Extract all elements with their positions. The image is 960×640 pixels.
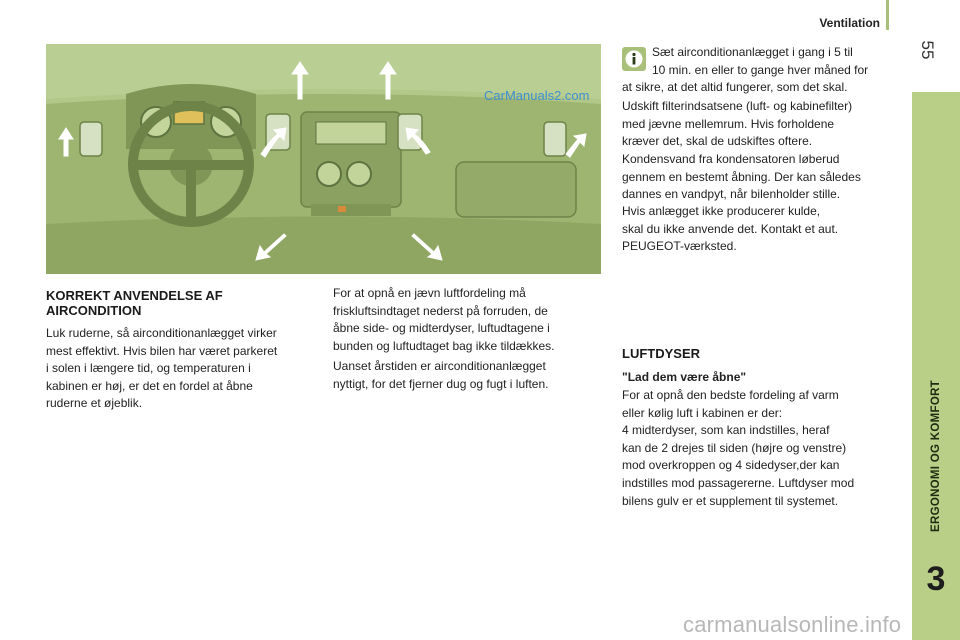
section3-body: [622, 387, 854, 510]
section3-subheading: "Lad dem være åbne": [622, 370, 747, 384]
text-line: Uanset årstiden er airconditionanlægget: [333, 359, 546, 373]
text-line: For at opnå en jævn luftfordeling må: [333, 286, 526, 300]
text-line: skal du ikke anvende det. Kontakt et aut.: [622, 221, 839, 236]
heading-line: AIRCONDITION: [46, 303, 142, 318]
text-line: åbne side- og midterdyser, luftudtagene i: [333, 321, 550, 336]
watermark-carmanualsonline[interactable]: carmanualsonline.info: [683, 612, 902, 637]
text-line: kan de 2 drejes til siden (højre og venstre): [622, 440, 847, 455]
heading-line: KORREKT ANVENDELSE AF: [46, 288, 223, 303]
section2-para1: [333, 285, 554, 355]
text-line: eller kølig luft i kabinen er der:: [622, 405, 783, 420]
text-line: friskluftsindtaget nederst på forruden, de: [333, 303, 548, 318]
text-line: Sæt airconditionanlægget i gang i 5 til: [652, 45, 853, 59]
page-number: 55: [918, 40, 937, 60]
section2-para2: [333, 358, 548, 393]
text-line: mest effektivt. Hvis bilen har været parkeret: [46, 343, 278, 358]
text-line: Udskift filterindsatsene (luft- og kabinefilter): [622, 99, 853, 113]
text-line: Luk ruderne, så airconditionanlægget virker: [46, 326, 277, 340]
text-line: nyttigt, for det fjerner dug og fugt i luften.: [333, 376, 549, 391]
text-line: PEUGEOT-værksted.: [622, 239, 737, 254]
section-heading-luftdyser: LUFTDYSER: [622, 346, 700, 361]
text-line: med jævne mellemrum. Hvis forholdene: [622, 116, 835, 131]
info-para4: [622, 203, 838, 256]
text-line: bunden og luftudtaget bag ikke tildækkes.: [333, 338, 555, 353]
info-icon: [622, 47, 646, 71]
chapter-title: ERGONOMI OG KOMFORT: [930, 380, 942, 532]
text-line: dannes en vandpyt, når bilenholder stille.: [622, 187, 841, 202]
text-line: For at opnå den bedste fordeling af varm: [622, 388, 839, 402]
page-title: Ventilation: [819, 16, 880, 30]
text-line: 4 midterdyser, som kan indstilles, heraf: [622, 423, 830, 438]
text-line: ruderne et øjeblik.: [46, 396, 143, 411]
text-line: Hvis anlægget ikke producerer kulde,: [622, 204, 821, 218]
section1-body: [46, 325, 277, 413]
chapter-number: 3: [926, 560, 946, 598]
text-line: kræver det, skal de udskiftes oftere.: [622, 134, 813, 149]
info-para3: [622, 151, 861, 204]
text-line: i solen i længere tid, og temperaturen i: [46, 361, 251, 376]
watermark-carmanuals2[interactable]: CarManuals2.com: [484, 88, 590, 103]
section-heading-korrekt: [46, 288, 223, 318]
dashboard-svg: [46, 44, 601, 274]
text-line: bilens gulv er et supplement til systemet.: [622, 493, 839, 508]
chapter-side-tab-label-box: [912, 92, 960, 562]
dashboard-illustration: [46, 44, 601, 274]
info-para1-head: [652, 44, 868, 79]
text-line: gennem en bestemt åbning. Der kan således: [622, 169, 861, 184]
info-para1-tail: [622, 79, 847, 97]
text-line: at sikre, at det altid fungerer, som det skal.: [622, 80, 848, 94]
text-line: 10 min. en eller to gange hver måned for: [652, 62, 869, 77]
text-line: mod overkroppen og 4 sidedyser,der kan: [622, 458, 840, 473]
text-line: Kondensvand fra kondensatoren løberud: [622, 152, 840, 166]
header-rule: [886, 0, 889, 30]
text-line: indstilles mod passagererne. Luftdyser mod: [622, 475, 855, 490]
text-line: kabinen er høj, er det en fordel at åbne: [46, 378, 253, 393]
info-para2: [622, 98, 852, 151]
